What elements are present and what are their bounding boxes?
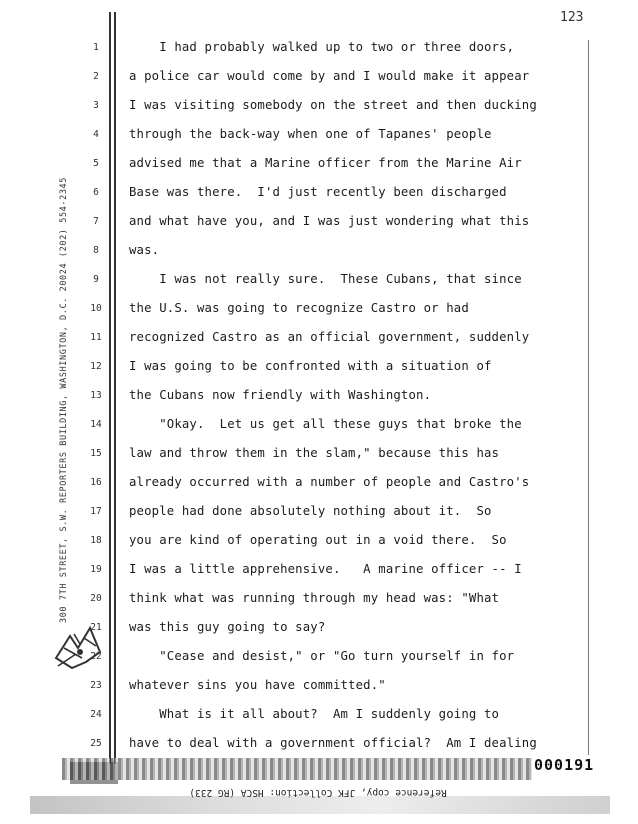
transcript-line: the U.S. was going to recognize Castro or had (129, 301, 469, 315)
transcript-line: "Cease and desist," or "Go turn yourself in for (129, 649, 515, 663)
transcript-line: already occurred with a number of people and Castro's (129, 475, 530, 489)
line-number: 23 (90, 680, 102, 691)
left-margin-rule-inner (114, 12, 116, 764)
line-number: 7 (93, 216, 99, 227)
transcript-line: was. (129, 243, 160, 257)
line-number: 16 (90, 477, 102, 488)
transcript-line: I had probably walked up to two or three doors, (129, 40, 515, 54)
line-number: 15 (90, 448, 102, 459)
line-number: 17 (90, 506, 102, 517)
transcript-line: law and throw them in the slam," because this has (129, 446, 500, 460)
transcript-line: I was not really sure. These Cubans, that since (129, 272, 522, 286)
transcript-line: I was a little apprehensive. A marine officer -- I (129, 562, 522, 576)
transcript-line: whatever sins you have committed." (129, 678, 386, 692)
line-number: 8 (93, 245, 99, 256)
line-number: 14 (90, 419, 102, 430)
transcript-line: What is it all about? Am I suddenly going to (129, 707, 500, 721)
line-number: 13 (90, 390, 102, 401)
line-number: 18 (90, 535, 102, 546)
right-margin-rule (588, 40, 589, 755)
transcript-line: Base was there. I'd just recently been discharged (129, 185, 507, 199)
reference-copy-line: Reference copy, JFK Collection: HSCA (RG 233) (189, 787, 447, 798)
scan-artifact-strip (62, 758, 532, 780)
line-number: 1 (93, 42, 99, 53)
line-number: 4 (93, 129, 99, 140)
document-id-stamp: 000191 (534, 756, 595, 774)
transcript-line: the Cubans now friendly with Washington. (129, 388, 432, 402)
transcript-line: people had done absolutely nothing about it. So (129, 504, 492, 518)
line-number: 21 (90, 622, 102, 633)
transcript-line: you are kind of operating out in a void there. So (129, 533, 507, 547)
transcript-line: recognized Castro as an official government, suddenly (129, 330, 530, 344)
transcript-line: was this guy going to say? (129, 620, 326, 634)
line-number: 3 (93, 100, 99, 111)
line-number: 19 (90, 564, 102, 575)
transcript-line: "Okay. Let us get all these guys that broke the (129, 417, 522, 431)
transcript-line: and what have you, and I was just wondering what this (129, 214, 530, 228)
transcript-line: think what was running through my head was: "What (129, 591, 500, 605)
stamp-mark-icon (50, 618, 106, 674)
line-number: 5 (93, 158, 99, 169)
line-number: 25 (90, 738, 102, 749)
line-number: 9 (93, 274, 99, 285)
line-number: 10 (90, 303, 102, 314)
transcript-line: have to deal with a government official? Am I dealing (129, 736, 537, 750)
line-number: 2 (93, 71, 99, 82)
reporter-address-vertical: 300 7TH STREET, S.W. REPORTERS BUILDING, WASHINGTON, D.C. 20024 (202) 554-2345 (59, 177, 69, 623)
left-margin-rule (109, 12, 111, 764)
line-number: 11 (90, 332, 102, 343)
line-number: 20 (90, 593, 102, 604)
scan-artifact-bottom-band (30, 796, 610, 814)
line-number: 12 (90, 361, 102, 372)
transcript-line: I was going to be confronted with a situation of (129, 359, 492, 373)
transcript-line: advised me that a Marine officer from the Marine Air (129, 156, 522, 170)
line-number: 22 (90, 651, 102, 662)
line-number: 24 (90, 709, 102, 720)
page-number: 123 (560, 10, 584, 25)
transcript-line: I was visiting somebody on the street and then ducking (129, 98, 537, 112)
transcript-line: through the back-way when one of Tapanes' people (129, 127, 492, 141)
line-number: 6 (93, 187, 99, 198)
transcript-line: a police car would come by and I would make it appear (129, 69, 530, 83)
